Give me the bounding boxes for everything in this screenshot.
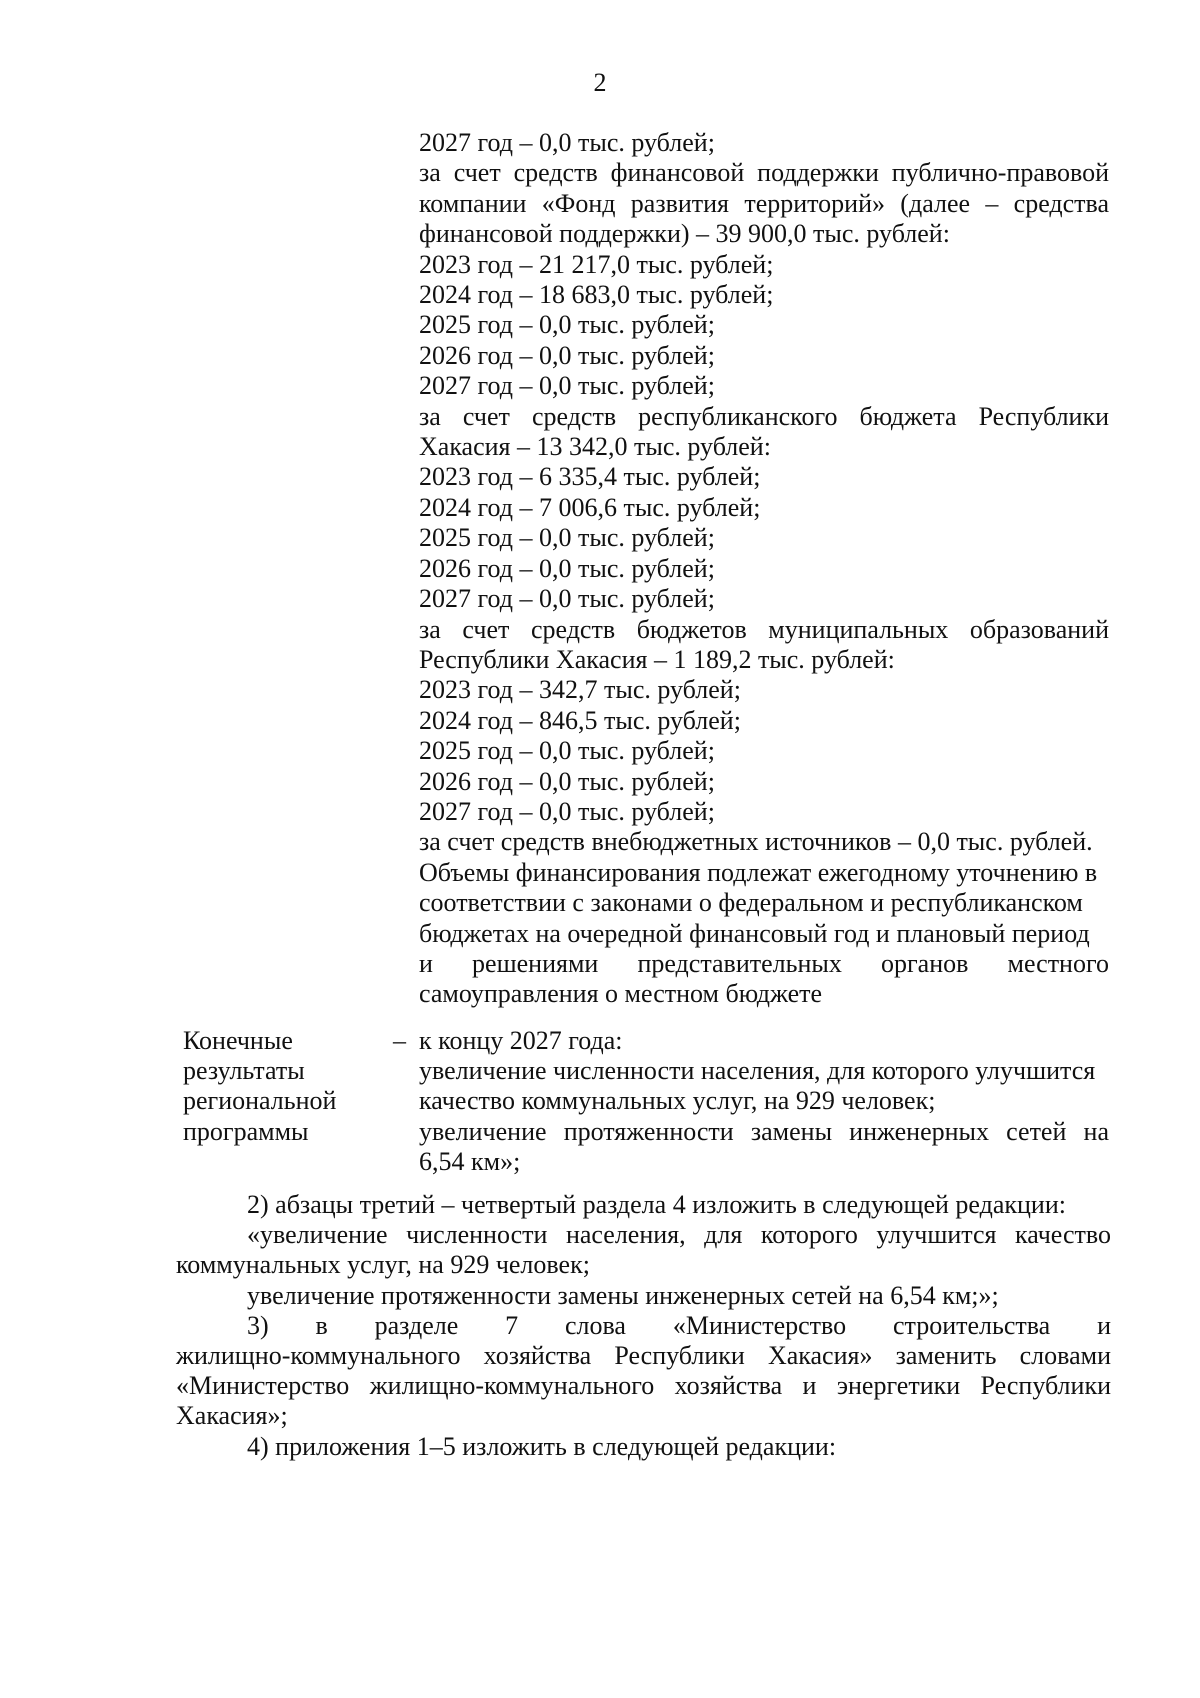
funding-line: за счет средств внебюджетных источников – 0,0 тыс. рублей. <box>419 827 1093 857</box>
funding-line: 2025 год – 0,0 тыс. рублей; <box>419 523 715 553</box>
funding-line: за счет средств бюджетов муниципальных образований <box>419 614 1109 644</box>
results-line: 6,54 км»; <box>419 1146 521 1176</box>
results-line: качество коммунальных услуг, на 929 человек; <box>419 1086 936 1116</box>
amendment-line: 4) приложения 1–5 изложить в следующей редакции: <box>247 1431 837 1461</box>
amendment-text <box>176 1190 1111 1462</box>
funding-line: 2023 год – 342,7 тыс. рублей; <box>419 675 741 705</box>
funding-line: Хакасия – 13 342,0 тыс. рублей: <box>419 432 771 462</box>
amendment-line: увеличение протяженности замены инженерных сетей на 6,54 км;»; <box>247 1280 999 1310</box>
funding-line: 2027 год – 0,0 тыс. рублей; <box>419 128 715 157</box>
funding-line: 2027 год – 0,0 тыс. рублей; <box>419 371 715 401</box>
results-label-line: региональной <box>183 1086 337 1116</box>
amendment-line: «увеличение численности населения, для которого улучшится качество <box>247 1220 1111 1250</box>
funding-line: 2024 год – 7 006,6 тыс. рублей; <box>419 492 761 522</box>
results-label-line: Конечные <box>183 1026 293 1055</box>
funding-line: Объемы финансирования подлежат ежегодному уточнению в <box>419 857 1098 887</box>
funding-line: 2026 год – 0,0 тыс. рублей; <box>419 553 715 583</box>
funding-line: 2025 год – 0,0 тыс. рублей; <box>419 736 715 766</box>
funding-line: 2023 год – 6 335,4 тыс. рублей; <box>419 462 761 492</box>
funding-line: бюджетах на очередной финансовый год и плановый период <box>419 918 1090 948</box>
funding-line: 2026 год – 0,0 тыс. рублей; <box>419 766 715 796</box>
amendment-line: жилищно-коммунального хозяйства Республики Хакасия» заменить словами <box>176 1341 1111 1371</box>
results-label-line: программы <box>183 1116 309 1146</box>
funding-line: 2025 год – 0,0 тыс. рублей; <box>419 310 715 340</box>
funding-line: 2024 год – 18 683,0 тыс. рублей; <box>419 280 774 310</box>
funding-paragraph <box>419 128 1109 1010</box>
amendment-line: 3) в разделе 7 слова «Министерство строительства и <box>247 1310 1111 1340</box>
results-line: увеличение протяженности замены инженерных сетей на <box>419 1116 1109 1146</box>
results-line: увеличение численности населения, для которого улучшится <box>419 1056 1096 1086</box>
funding-line: 2024 год – 846,5 тыс. рублей; <box>419 705 741 735</box>
funding-line: за счет средств финансовой поддержки публично-правовой <box>419 158 1109 188</box>
funding-line: 2027 год – 0,0 тыс. рублей; <box>419 796 715 826</box>
amendment-line: «Министерство жилищно-коммунального хозяйства и энергетики Республики <box>176 1371 1111 1401</box>
amendment-line: Хакасия»; <box>176 1401 288 1431</box>
funding-line: Республики Хакасия – 1 189,2 тыс. рублей: <box>419 644 895 674</box>
results-dash: – <box>393 1026 406 1055</box>
funding-line: 2027 год – 0,0 тыс. рублей; <box>419 584 715 614</box>
funding-line: и решениями представительных органов местного <box>419 948 1109 978</box>
funding-line: 2023 год – 21 217,0 тыс. рублей; <box>419 249 774 279</box>
funding-line: компании «Фонд развития территорий» (далее – средства <box>419 188 1109 218</box>
funding-line: финансовой поддержки) – 39 900,0 тыс. рублей: <box>419 219 950 249</box>
results-text <box>419 1026 1109 1177</box>
results-label <box>183 1026 383 1147</box>
amendment-line: коммунальных услуг, на 929 человек; <box>176 1250 590 1280</box>
results-line: к концу 2027 года: <box>419 1026 623 1055</box>
page-number: 2 <box>593 68 607 97</box>
funding-line: за счет средств республиканского бюджета Республики <box>419 401 1109 431</box>
funding-line: соответствии с законами о федеральном и республиканском <box>419 888 1083 918</box>
amendment-line: 2) абзацы третий – четвертый раздела 4 изложить в следующей редакции: <box>247 1190 1066 1219</box>
results-label-line: результаты <box>183 1056 305 1086</box>
funding-line: самоуправления о местном бюджете <box>419 979 823 1009</box>
funding-line: 2026 год – 0,0 тыс. рублей; <box>419 340 715 370</box>
